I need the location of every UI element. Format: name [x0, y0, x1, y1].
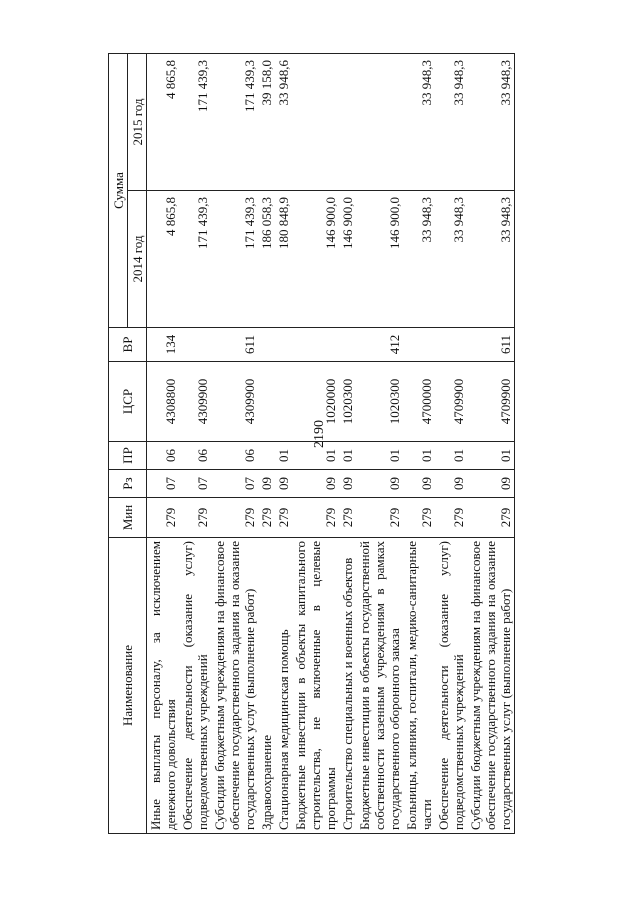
- row-rz: 09: [275, 470, 292, 498]
- row-value-2015: 33 948,3: [435, 54, 467, 191]
- header-year-2015: 2015 год: [128, 54, 147, 191]
- row-value-2014: 33 948,3: [403, 191, 435, 328]
- row-vr: [435, 328, 467, 362]
- budget-table: [108, 53, 515, 834]
- row-vr: 611: [467, 328, 515, 362]
- row-rz: 07: [147, 470, 180, 498]
- row-csr: [275, 362, 292, 442]
- row-rz: 07: [211, 470, 258, 498]
- row-value-2014: 180 848,9: [275, 191, 292, 328]
- row-vr: [403, 328, 435, 362]
- row-min: 279: [258, 498, 275, 538]
- row-name: Обеспечение деятельности (оказание услуг) подведомственных учреждений: [435, 538, 467, 834]
- row-pr: 01: [403, 442, 435, 470]
- row-name: Строительство специальных и военных объектов: [339, 538, 356, 834]
- row-rz: 09: [356, 470, 403, 498]
- header-min: Мин: [109, 498, 147, 538]
- row-name: Иные выплаты персоналу, за исключением денежного довольствия: [147, 538, 180, 834]
- row-vr: [275, 328, 292, 362]
- row-csr: 4309900: [211, 362, 258, 442]
- row-vr: 611: [211, 328, 258, 362]
- row-pr: [258, 442, 275, 470]
- row-value-2014: 4 865,8: [147, 191, 180, 328]
- row-csr: 1020300: [339, 362, 356, 442]
- row-rz: 09: [435, 470, 467, 498]
- row-value-2014: 33 948,3: [435, 191, 467, 328]
- row-rz: 09: [403, 470, 435, 498]
- row-vr: 134: [147, 328, 180, 362]
- row-min: 279: [292, 498, 339, 538]
- row-pr: 01: [292, 442, 339, 470]
- table-row: [467, 54, 515, 834]
- header-year-2014: 2014 год: [128, 191, 147, 328]
- table-row: [211, 54, 258, 834]
- row-min: 279: [356, 498, 403, 538]
- row-min: 279: [339, 498, 356, 538]
- row-value-2015: [339, 54, 356, 191]
- row-min: 279: [467, 498, 515, 538]
- header-pr: ПР: [109, 442, 147, 470]
- rotated-page: [108, 54, 568, 834]
- row-name: Бюджетные инвестиции в объекты государственной собственности казенным учреждениям в рамках государственного оборонного заказа: [356, 538, 403, 834]
- table-row: [339, 54, 356, 834]
- row-value-2014: 146 900,0: [339, 191, 356, 328]
- row-name: Больницы, клиники, госпитали, медико-санитарные части: [403, 538, 435, 834]
- row-min: 279: [403, 498, 435, 538]
- row-csr: 1020300: [356, 362, 403, 442]
- row-value-2015: 33 948,6: [275, 54, 292, 191]
- row-name: Субсидии бюджетным учреждениям на финансовое обеспечение государственного задания на оказание государственных услуг (выполнение работ): [467, 538, 515, 834]
- row-vr: 412: [356, 328, 403, 362]
- row-value-2015: 171 439,3: [211, 54, 258, 191]
- row-vr: [179, 328, 211, 362]
- row-min: 279: [275, 498, 292, 538]
- row-value-2014: 186 058,3: [258, 191, 275, 328]
- row-pr: 01: [275, 442, 292, 470]
- row-rz: 09: [339, 470, 356, 498]
- row-value-2015: 33 948,3: [467, 54, 515, 191]
- table-row: [292, 54, 339, 834]
- header-rz: Рз: [109, 470, 147, 498]
- row-value-2014: 171 439,3: [211, 191, 258, 328]
- row-csr: 4308800: [147, 362, 180, 442]
- row-name: Обеспечение деятельности (оказание услуг) подведомственных учреждений: [179, 538, 211, 834]
- header-sum: Сумма: [109, 54, 128, 328]
- row-value-2014: 146 900,0: [292, 191, 339, 328]
- table-row: [147, 54, 180, 834]
- row-csr: [258, 362, 275, 442]
- row-value-2015: [356, 54, 403, 191]
- row-min: 279: [147, 498, 180, 538]
- table-row: [403, 54, 435, 834]
- table-row: [435, 54, 467, 834]
- row-pr: 06: [147, 442, 180, 470]
- row-csr: 4709900: [467, 362, 515, 442]
- row-value-2015: 39 158,0: [258, 54, 275, 191]
- row-value-2014: 146 900,0: [356, 191, 403, 328]
- table-row: [356, 54, 403, 834]
- table-row: [275, 54, 292, 834]
- row-name: Здравоохранение: [258, 538, 275, 834]
- header-name: Наименование: [109, 538, 147, 834]
- row-value-2015: 4 865,8: [147, 54, 180, 191]
- row-rz: 09: [467, 470, 515, 498]
- row-csr: 1020000: [292, 362, 339, 442]
- row-value-2015: 33 948,3: [403, 54, 435, 191]
- row-value-2014: 33 948,3: [467, 191, 515, 328]
- header-vr: ВР: [109, 328, 147, 362]
- row-vr: [292, 328, 339, 362]
- row-name: Стационарная медицинская помощь: [275, 538, 292, 834]
- row-csr: 4309900: [179, 362, 211, 442]
- row-vr: [258, 328, 275, 362]
- row-pr: 01: [356, 442, 403, 470]
- row-rz: 09: [292, 470, 339, 498]
- row-pr: 06: [179, 442, 211, 470]
- row-name: Бюджетные инвестиции в объекты капитального строительства, не включенные в целевые программы: [292, 538, 339, 834]
- row-pr: 01: [435, 442, 467, 470]
- row-min: 279: [435, 498, 467, 538]
- row-min: 279: [211, 498, 258, 538]
- row-csr: 4709900: [435, 362, 467, 442]
- row-pr: 06: [211, 442, 258, 470]
- row-pr: 01: [467, 442, 515, 470]
- table-body: [147, 54, 515, 834]
- table-row: [258, 54, 275, 834]
- row-rz: 09: [258, 470, 275, 498]
- row-vr: [339, 328, 356, 362]
- table-row: [179, 54, 211, 834]
- row-pr: 01: [339, 442, 356, 470]
- page-number: 2190: [312, 420, 327, 448]
- row-value-2015: [292, 54, 339, 191]
- row-rz: 07: [179, 470, 211, 498]
- row-value-2014: 171 439,3: [179, 191, 211, 328]
- row-min: 279: [179, 498, 211, 538]
- row-value-2015: 171 439,3: [179, 54, 211, 191]
- header-csr: ЦСР: [109, 362, 147, 442]
- row-name: Субсидии бюджетным учреждениям на финансовое обеспечение государственного задания на оказание государственных услуг (выполнение работ): [211, 538, 258, 834]
- row-csr: 4700000: [403, 362, 435, 442]
